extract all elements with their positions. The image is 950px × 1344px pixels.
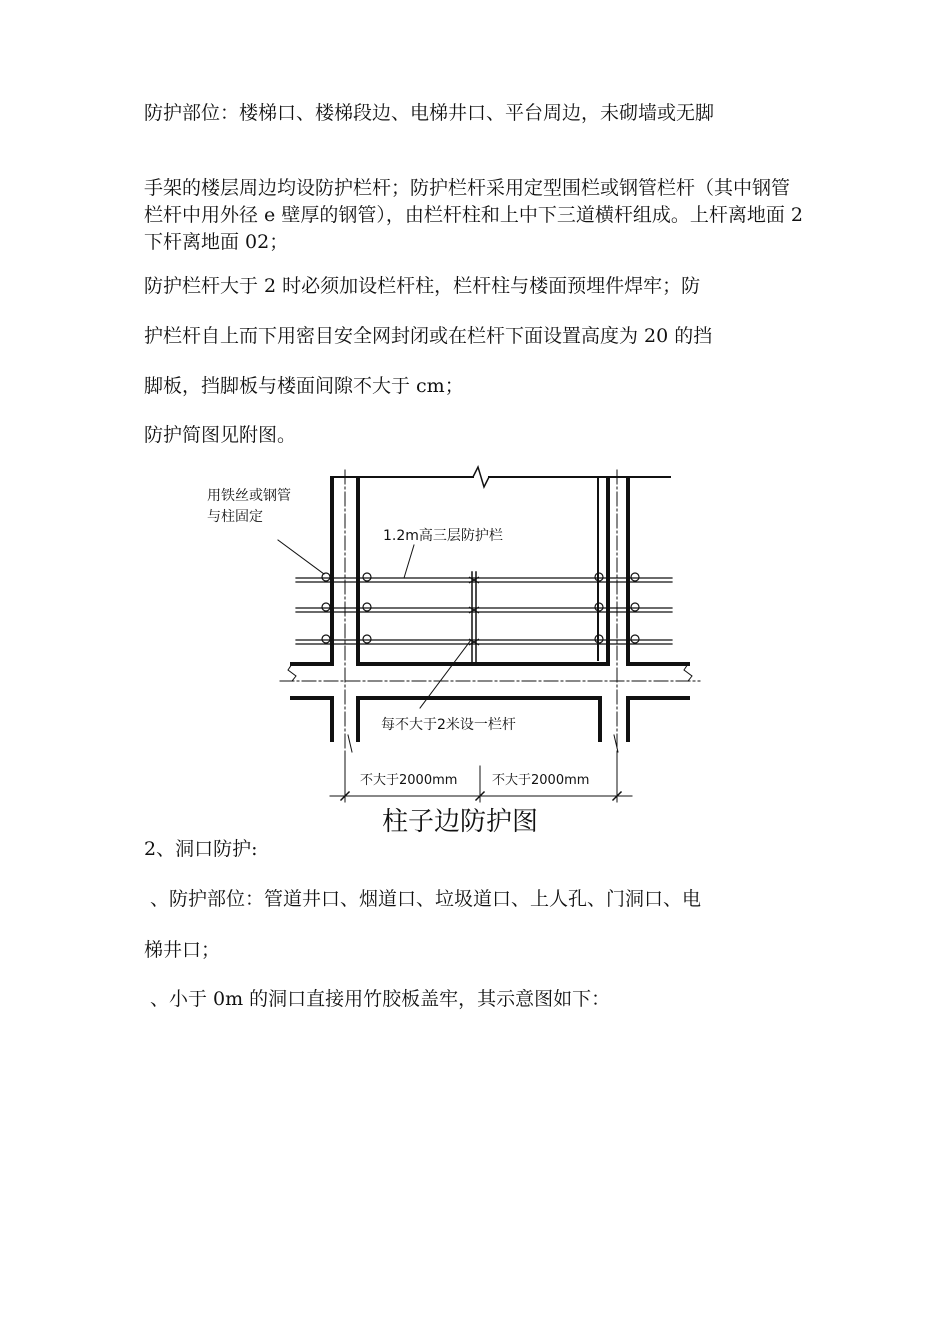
label-wire-line-2: 与柱固定: [207, 509, 263, 525]
paragraph-5: 脚板，挡脚板与楼面间隙不大于 cm；: [144, 375, 464, 397]
figure-caption: 柱子边防护图: [382, 807, 539, 837]
label-rail-height: 1.2m高三层防护栏: [383, 528, 503, 544]
label-wire-line-1: 用铁丝或钢管: [207, 488, 291, 504]
paragraph-3: 防护栏杆大于 2 时必须加设栏杆柱，栏杆柱与楼面预埋件焊牢；防: [144, 275, 701, 297]
paragraph-4: 护栏杆自上而下用密目安全网封闭或在栏杆下面设置高度为 20 的挡: [144, 325, 713, 347]
paragraph-7: 、防护部位：管道井口、烟道口、垃圾道口、上人孔、门洞口、电: [150, 888, 702, 910]
paragraph-2: 手架的楼层周边均设防护栏杆；防护栏杆采用定型围栏或钢管栏杆（其中钢管栏杆中用外径 e 壁厚的钢管），由栏杆柱和上中下三道横杆组成。上杆离地面 2 下杆离地面 02；: [144, 177, 803, 253]
paragraph-6: 防护简图见附图。: [144, 424, 297, 446]
section-heading-2: 2、洞口防护:: [144, 838, 258, 860]
label-post-spacing: 每不大于2米设一栏杆: [381, 717, 516, 733]
paragraph-9: 、小于 0m 的洞口直接用竹胶板盖牢，其示意图如下：: [150, 988, 611, 1010]
dimension-left: 不大于2000mm: [360, 773, 458, 788]
paragraph-8: 梯井口；: [144, 939, 221, 961]
paragraph-1: 防护部位：楼梯口、楼梯段边、电梯井口、平台周边，未砌墙或无脚: [144, 102, 715, 124]
dimension-right: 不大于2000mm: [492, 773, 590, 788]
